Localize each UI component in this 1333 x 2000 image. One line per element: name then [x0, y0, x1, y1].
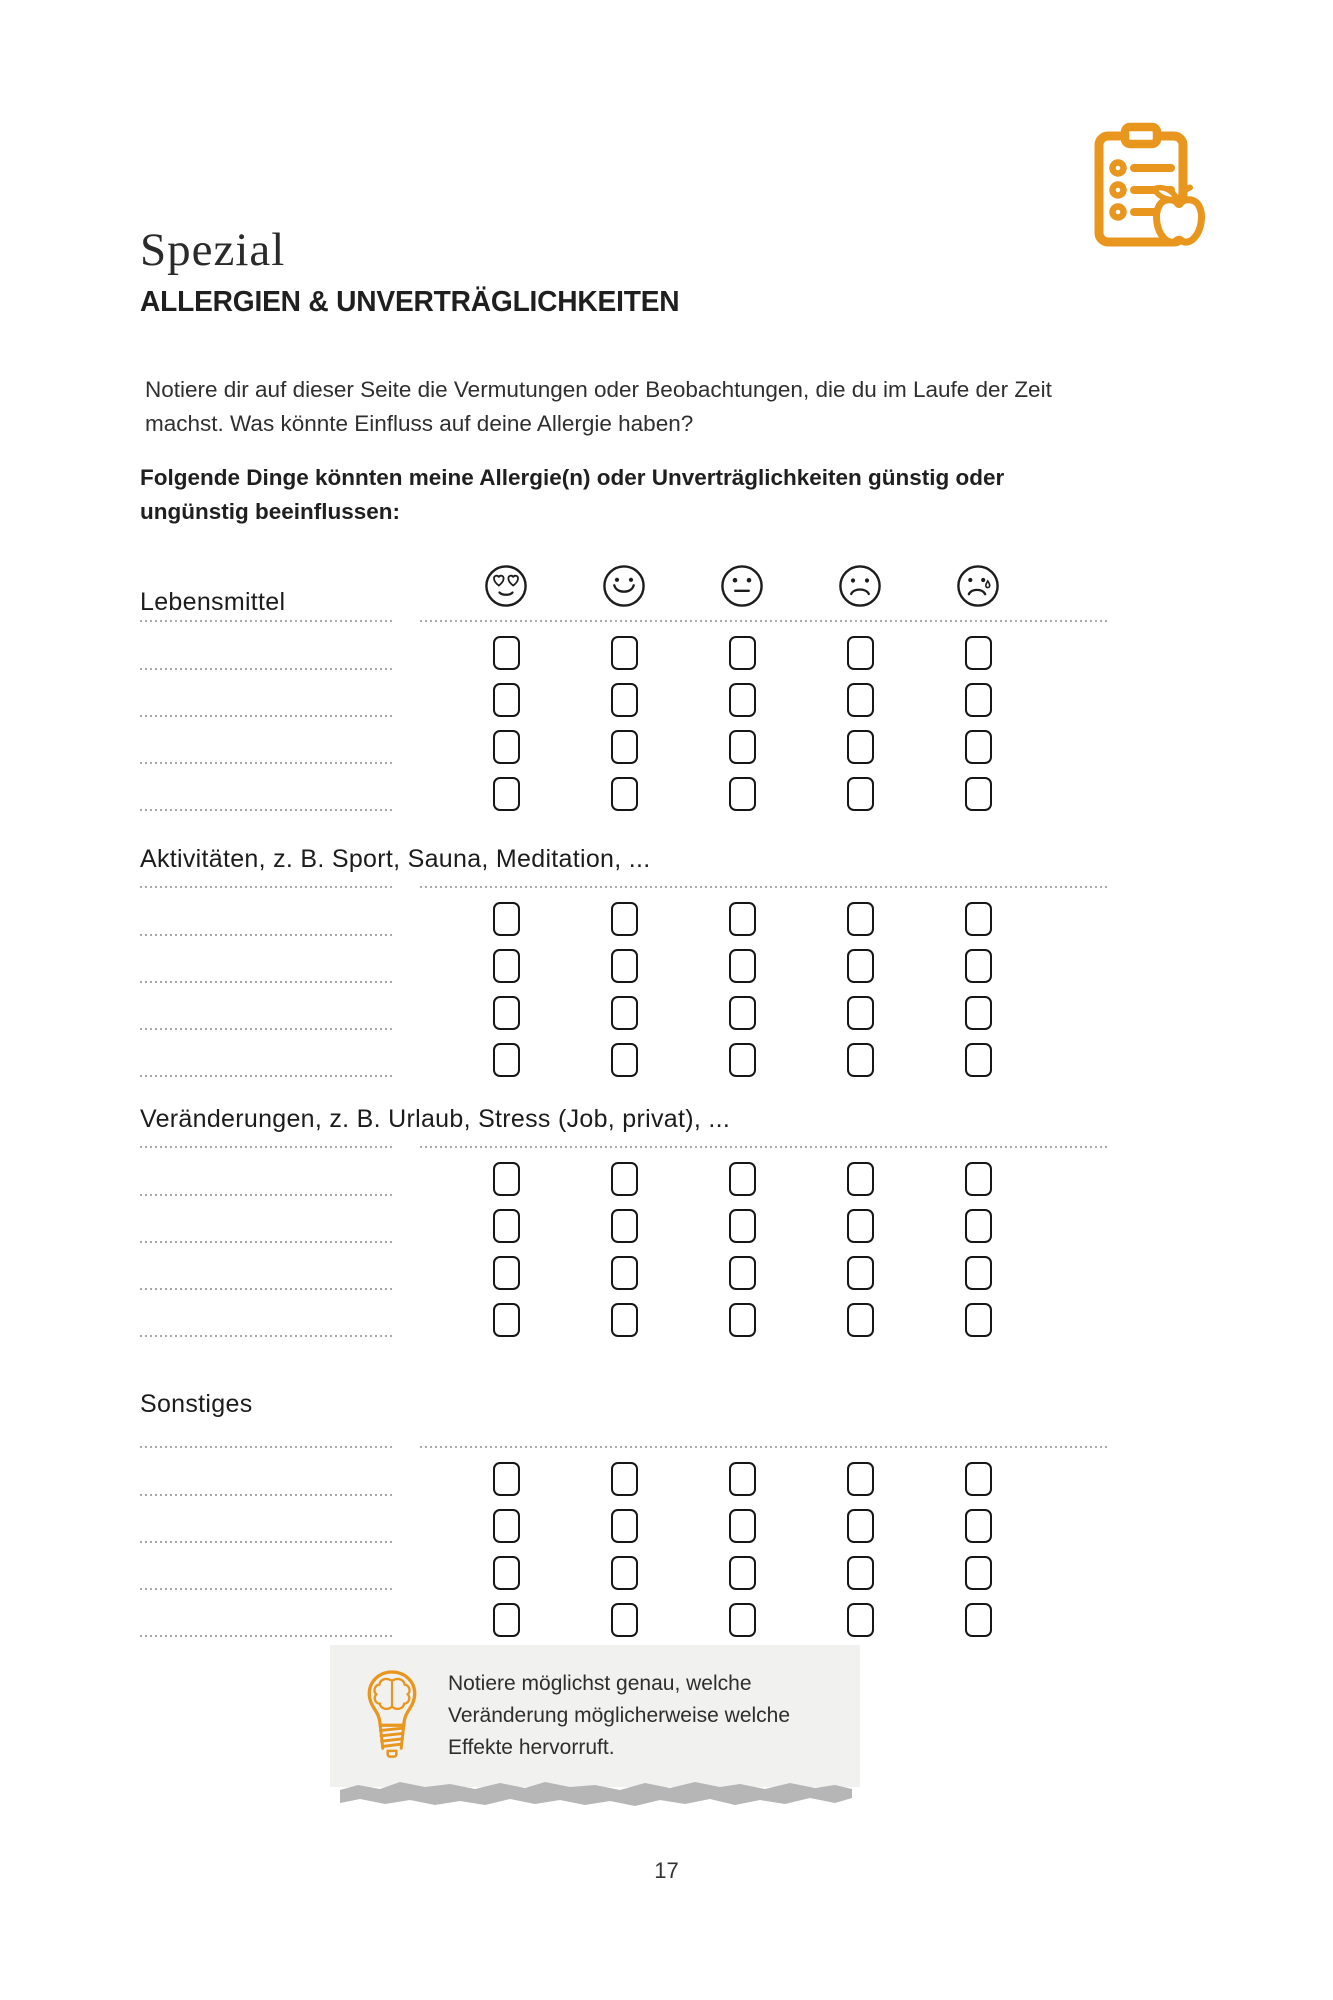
section-label: Lebensmittel	[140, 588, 286, 616]
checkbox[interactable]	[965, 1256, 992, 1290]
rating-scale	[447, 564, 1037, 608]
checkbox[interactable]	[965, 1603, 992, 1637]
checkbox[interactable]	[493, 777, 520, 811]
section-header	[140, 1103, 1107, 1135]
checkbox[interactable]	[729, 1556, 756, 1590]
write-in-line[interactable]	[140, 981, 395, 983]
checkbox[interactable]	[493, 683, 520, 717]
checkbox[interactable]	[729, 996, 756, 1030]
section-rows	[140, 1462, 1107, 1650]
face-neutral-icon	[683, 564, 801, 608]
checkbox[interactable]	[965, 1462, 992, 1496]
section-rule	[140, 1146, 1107, 1148]
checkbox[interactable]	[611, 730, 638, 764]
section-rule	[140, 620, 1107, 622]
entry-row	[140, 1603, 1107, 1650]
write-in-line[interactable]	[140, 1028, 395, 1030]
entry-row	[140, 1162, 1107, 1209]
checkbox[interactable]	[847, 1509, 874, 1543]
entry-row	[140, 996, 1107, 1043]
write-in-line[interactable]	[140, 1194, 395, 1196]
checkbox[interactable]	[493, 1043, 520, 1077]
checkbox[interactable]	[847, 1462, 874, 1496]
checkbox[interactable]	[965, 996, 992, 1030]
checkbox[interactable]	[611, 1209, 638, 1243]
entry-row	[140, 1462, 1107, 1509]
checkbox[interactable]	[847, 1209, 874, 1243]
page-number: 17	[654, 1858, 679, 1883]
section-rows	[140, 902, 1107, 1090]
checkbox[interactable]	[611, 1462, 638, 1496]
checkbox[interactable]	[965, 1209, 992, 1243]
checkbox[interactable]	[729, 636, 756, 670]
checkbox[interactable]	[729, 902, 756, 936]
checkbox[interactable]	[729, 730, 756, 764]
page-title: Spezial	[140, 224, 286, 277]
intro-text: Notiere dir auf dieser Seite die Vermutungen oder Beobachtungen, die du im Laufe der Zeit machst. Was könnte Einfluss auf deine Allergie haben?	[145, 376, 1052, 436]
checkbox[interactable]	[847, 777, 874, 811]
checkbox[interactable]	[847, 636, 874, 670]
checkbox[interactable]	[965, 949, 992, 983]
entry-row	[140, 730, 1107, 777]
checkbox[interactable]	[493, 1603, 520, 1637]
checkbox[interactable]	[965, 730, 992, 764]
checkbox[interactable]	[611, 1603, 638, 1637]
checkbox[interactable]	[847, 1256, 874, 1290]
section-sonstiges	[140, 1388, 1107, 1650]
checkbox[interactable]	[611, 902, 638, 936]
checkbox[interactable]	[729, 1162, 756, 1196]
entry-row	[140, 1256, 1107, 1303]
torn-paper-edge	[340, 1776, 852, 1808]
write-in-line[interactable]	[140, 1635, 395, 1637]
write-in-line[interactable]	[140, 1541, 395, 1543]
checkbox[interactable]	[965, 1556, 992, 1590]
write-in-line[interactable]	[140, 1588, 395, 1590]
clipboard-checklist-apple-icon	[1085, 118, 1213, 260]
face-frown-icon	[801, 564, 919, 608]
write-in-line[interactable]	[140, 715, 395, 717]
checkbox[interactable]	[965, 1043, 992, 1077]
checkbox[interactable]	[611, 683, 638, 717]
checkbox[interactable]	[847, 1043, 874, 1077]
checkbox[interactable]	[611, 1556, 638, 1590]
face-cry-icon	[919, 564, 1037, 608]
checkbox[interactable]	[493, 996, 520, 1030]
section-rows	[140, 636, 1107, 824]
entry-row	[140, 777, 1107, 824]
checkbox[interactable]	[493, 1509, 520, 1543]
checkbox[interactable]	[847, 1303, 874, 1337]
section-header	[140, 843, 1107, 875]
write-in-line[interactable]	[140, 1288, 395, 1290]
checkbox[interactable]	[847, 730, 874, 764]
entry-row	[140, 902, 1107, 949]
checkbox[interactable]	[965, 1509, 992, 1543]
write-in-line[interactable]	[140, 1494, 395, 1496]
checkbox[interactable]	[847, 1603, 874, 1637]
section-rule	[140, 886, 1107, 888]
checkbox[interactable]	[729, 1509, 756, 1543]
write-in-line[interactable]	[140, 809, 395, 811]
checkbox[interactable]	[729, 1303, 756, 1337]
checkbox[interactable]	[729, 1256, 756, 1290]
section-lebensmittel	[140, 556, 1107, 824]
checkbox[interactable]	[965, 636, 992, 670]
checkbox[interactable]	[847, 1162, 874, 1196]
note-box	[330, 1645, 860, 1787]
checkbox[interactable]	[611, 1303, 638, 1337]
checkbox[interactable]	[847, 996, 874, 1030]
checkbox[interactable]	[611, 1509, 638, 1543]
lightbulb-brain-icon	[362, 1669, 422, 1764]
checkbox[interactable]	[965, 1162, 992, 1196]
checkbox[interactable]	[965, 1303, 992, 1337]
section-veraenderungen	[140, 1103, 1107, 1350]
checkbox[interactable]	[493, 636, 520, 670]
checkbox[interactable]	[611, 949, 638, 983]
section-aktivitaeten	[140, 843, 1107, 1090]
checkbox[interactable]	[493, 1162, 520, 1196]
instruction-text: Folgende Dinge könnten meine Allergie(n) oder Unverträglichkeiten günstig oder ungünstig beeinflussen:	[140, 464, 1005, 524]
checkbox[interactable]	[729, 1462, 756, 1496]
checkbox[interactable]	[493, 1209, 520, 1243]
section-rows	[140, 1162, 1107, 1350]
face-smile-icon	[565, 564, 683, 608]
checkbox[interactable]	[611, 1256, 638, 1290]
write-in-line[interactable]	[140, 1075, 395, 1077]
write-in-line[interactable]	[140, 934, 395, 936]
checkbox[interactable]	[493, 902, 520, 936]
checkbox[interactable]	[847, 902, 874, 936]
checkbox[interactable]	[729, 949, 756, 983]
checkbox[interactable]	[729, 1209, 756, 1243]
checkbox[interactable]	[847, 949, 874, 983]
entry-row	[140, 636, 1107, 683]
entry-row	[140, 1303, 1107, 1350]
checkbox[interactable]	[493, 1462, 520, 1496]
checkbox[interactable]	[729, 683, 756, 717]
checkbox[interactable]	[611, 1043, 638, 1077]
write-in-line[interactable]	[140, 668, 395, 670]
entry-row	[140, 683, 1107, 730]
face-love-icon	[447, 564, 565, 608]
checkbox[interactable]	[493, 1256, 520, 1290]
checkbox[interactable]	[965, 902, 992, 936]
section-rule	[140, 1446, 1107, 1448]
checkbox[interactable]	[729, 777, 756, 811]
section-label: Veränderungen, z. B. Urlaub, Stress (Job, privat), ...	[140, 1105, 731, 1133]
checkbox[interactable]	[493, 1303, 520, 1337]
checkbox[interactable]	[611, 1162, 638, 1196]
entry-row	[140, 1556, 1107, 1603]
checkbox[interactable]	[493, 949, 520, 983]
checkbox[interactable]	[965, 683, 992, 717]
checkbox[interactable]	[965, 777, 992, 811]
checkbox[interactable]	[611, 636, 638, 670]
section-header	[140, 1388, 1107, 1420]
checkbox[interactable]	[729, 1603, 756, 1637]
checkbox[interactable]	[611, 996, 638, 1030]
checkbox[interactable]	[493, 730, 520, 764]
entry-row	[140, 1209, 1107, 1256]
write-in-line[interactable]	[140, 1335, 395, 1337]
write-in-line[interactable]	[140, 762, 395, 764]
checkbox[interactable]	[729, 1043, 756, 1077]
section-label: Aktivitäten, z. B. Sport, Sauna, Meditation, ...	[140, 845, 651, 873]
page-heading: ALLERGIEN & UNVERTRÄGLICHKEITEN	[140, 286, 680, 319]
section-header	[140, 556, 1107, 620]
entry-row	[140, 1043, 1107, 1090]
checkbox[interactable]	[611, 777, 638, 811]
entry-row	[140, 949, 1107, 996]
checkbox[interactable]	[847, 683, 874, 717]
entry-row	[140, 1509, 1107, 1556]
note-text: Notiere möglichst genau, welche Veränderung möglicherweise welche Effekte hervorruft.	[448, 1672, 791, 1759]
checkbox[interactable]	[847, 1556, 874, 1590]
section-label: Sonstiges	[140, 1390, 253, 1418]
write-in-line[interactable]	[140, 1241, 395, 1243]
checkbox[interactable]	[493, 1556, 520, 1590]
